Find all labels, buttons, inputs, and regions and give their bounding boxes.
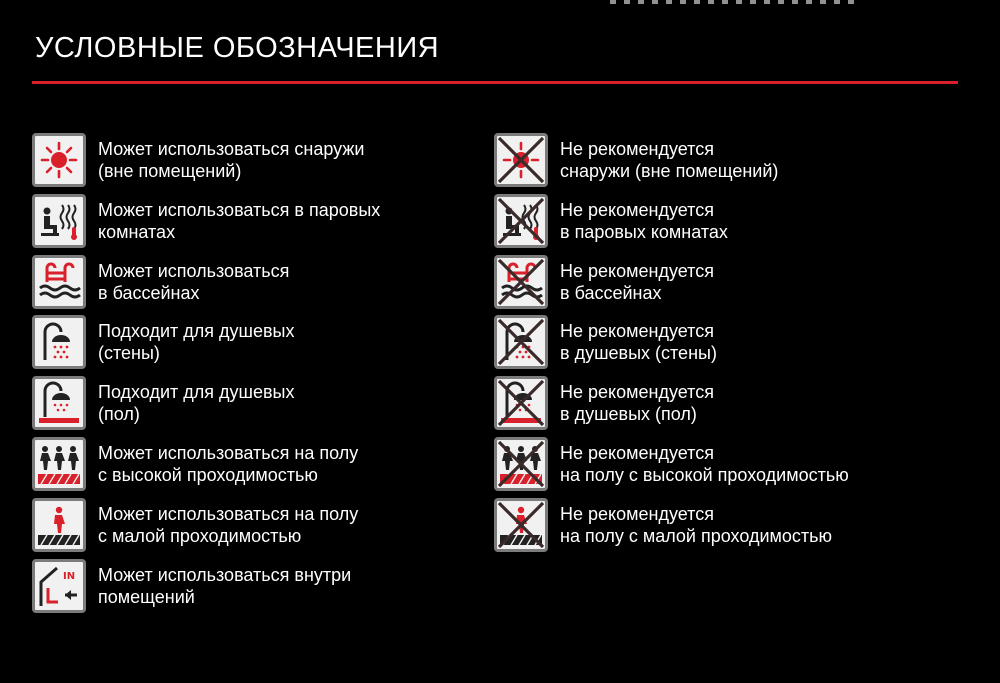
legend-item-steam-room-not <box>494 195 849 247</box>
top-edge-fragment <box>610 0 860 4</box>
legend-text: Не рекомендуется на полу с высокой проходимостью <box>560 442 849 485</box>
legend-text: Не рекомендуется в душевых (пол) <box>560 382 714 425</box>
indoor-icon <box>32 559 86 613</box>
shower-floor-icon <box>32 376 86 430</box>
legend-text: Не рекомендуется в душевых (стены) <box>560 321 717 364</box>
legend-item-shower-floor <box>32 377 380 429</box>
cross-icon <box>497 318 545 366</box>
legend-text: Не рекомендуется в паровых комнатах <box>560 199 728 242</box>
legend-text: Может использоваться внутри помещений <box>98 564 352 607</box>
legend-text: Не рекомендуется снаружи (вне помещений) <box>560 139 779 181</box>
high-traffic-crossed-icon <box>494 437 548 491</box>
page-title: УСЛОВНЫЕ ОБОЗНАЧЕНИЯ <box>35 32 440 64</box>
legend-text: Не рекомендуется в бассейнах <box>560 260 714 303</box>
cross-icon <box>497 258 545 306</box>
legend-item-shower-wall-not <box>494 316 849 368</box>
title-divider <box>32 81 958 84</box>
low-traffic-crossed-icon <box>494 498 548 552</box>
legend-item-low-traffic-not <box>494 499 849 551</box>
legend-text: Может использоваться в паровых комнатах <box>98 199 381 242</box>
legend-text: Может использоваться на полу с высокой проходимостью <box>98 442 359 485</box>
shower-wall-crossed-icon <box>494 315 548 369</box>
cross-icon <box>497 440 545 488</box>
legend-item-shower-floor-not <box>494 377 849 429</box>
legend-item-steam-room <box>32 195 380 247</box>
legend-item-pool <box>32 256 380 308</box>
pool-icon <box>32 255 86 309</box>
legend-item-pool-not <box>494 256 849 308</box>
low-traffic-icon <box>32 498 86 552</box>
legend-item-indoor <box>32 560 380 612</box>
legend-item-shower-wall <box>32 316 380 368</box>
high-traffic-icon <box>32 437 86 491</box>
legend-text: Подходит для душевых (пол) <box>98 382 295 425</box>
steam-room-crossed-icon <box>494 194 548 248</box>
legend-text: Может использоваться на полу с малой проходимостью <box>98 503 359 546</box>
cross-icon <box>497 136 545 184</box>
steam-room-icon <box>32 194 86 248</box>
legend-item-high-traffic-not <box>494 438 849 490</box>
cross-icon <box>497 501 545 549</box>
legend-item-high-traffic <box>32 438 380 490</box>
legend-item-outdoor <box>32 134 380 186</box>
shower-floor-crossed-icon <box>494 376 548 430</box>
legend-text: Не рекомендуется на полу с малой проходимостью <box>560 503 833 546</box>
legend-item-low-traffic <box>32 499 380 551</box>
pool-crossed-icon <box>494 255 548 309</box>
legend-column-not-recommended <box>494 134 849 560</box>
legend-text: Может использоваться в бассейнах <box>98 260 290 303</box>
legend-column-allowed <box>32 134 380 620</box>
shower-wall-icon <box>32 315 86 369</box>
cross-icon <box>497 379 545 427</box>
sun-icon <box>32 133 86 187</box>
sun-crossed-icon <box>494 133 548 187</box>
legend-text: Может использоваться снаружи (вне помещений) <box>98 139 365 181</box>
legend-text: Подходит для душевых (стены) <box>98 321 295 364</box>
legend-item-outdoor-not <box>494 134 849 186</box>
cross-icon <box>497 197 545 245</box>
svg-text:IN: IN <box>63 570 76 582</box>
